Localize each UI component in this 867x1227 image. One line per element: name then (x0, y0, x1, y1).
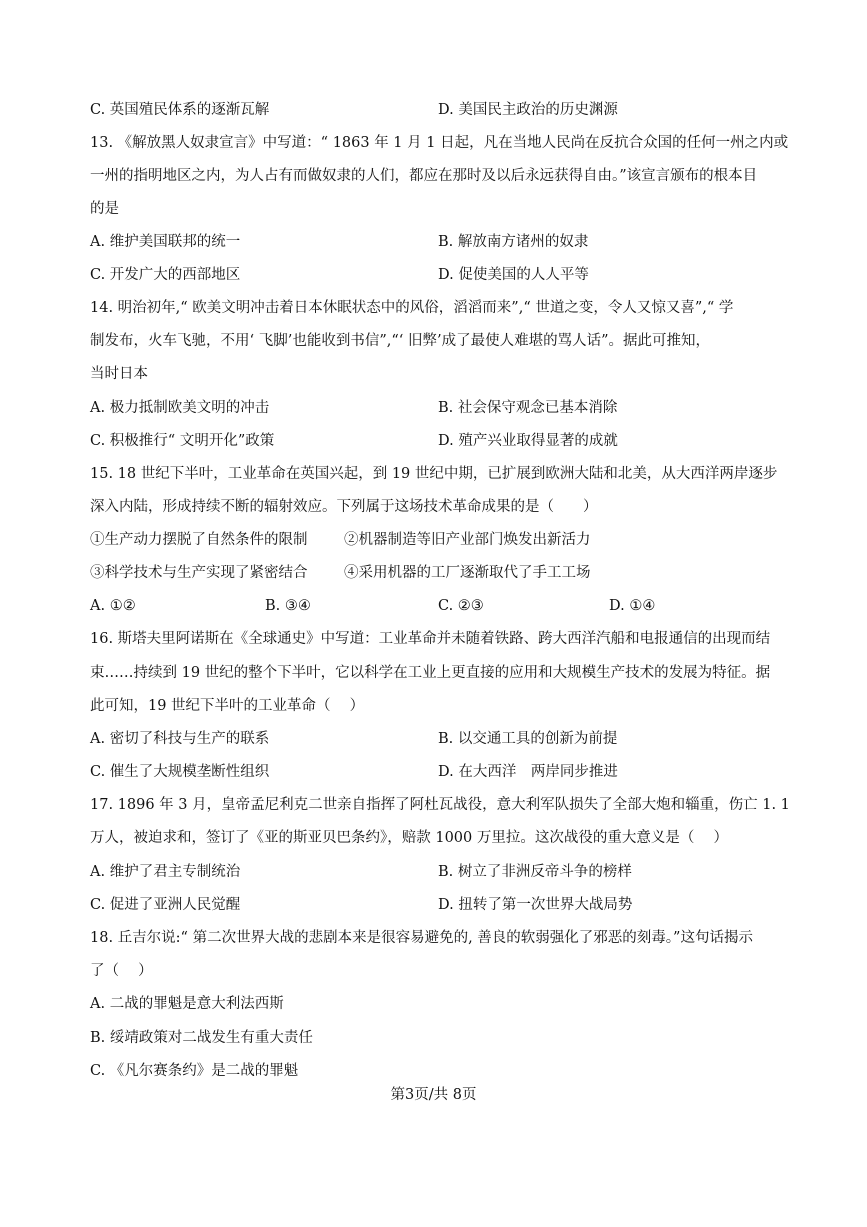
q15-stem-line-2: 深入内陆，形成持续不断的辐射效应。下列属于这场技术革命成果的是（ ） (90, 499, 598, 515)
q13-stem-line-3: 的是 (90, 201, 119, 217)
q18-option-c: C. 《凡尔赛条约》是二战的罪魁 (90, 1063, 299, 1079)
q13-option-b: B. 解放南方诸州的奴隶 (438, 234, 589, 250)
q17-option-d: D. 扭转了第一次世界大战局势 (438, 897, 633, 913)
q15-stem-line-1: 15. 18 世纪下半叶，工业革命在英国兴起，到 19 世纪中期，已扩展到欧洲大陆和北美，从大西洋两岸逐步 (90, 466, 778, 482)
q14-stem-line-2: 制发布，火车飞驰，不用‘ 飞脚’也能收到书信”,“‘ 旧弊’成了最使人难堪的骂人话”。据此可推知， (90, 333, 710, 349)
q15-item-3: ③科学技术与生产实现了紧密结合 (90, 565, 308, 581)
q17-option-b: B. 树立了非洲反帝斗争的榜样 (438, 864, 632, 880)
q17-option-a: A. 维护了君主专制统治 (90, 864, 241, 880)
q12-option-d: D. 美国民主政治的历史渊源 (438, 102, 618, 118)
q13-option-d: D. 促使美国的人人平等 (438, 267, 589, 283)
q17-stem-line-1: 17. 1896 年 3 月，皇帝孟尼利克二世亲自指挥了阿杜瓦战役，意大利军队损失了全部大炮和辎重，伤亡 1. 1 (90, 797, 790, 813)
q13-stem-line-2: 一州的指明地区之内，为人占有而做奴隶的人们，都应在那时及以后永远获得自由。”该宣言颁布的根本目 (90, 168, 758, 184)
q16-stem-line-3: 此可知，19 世纪下半叶的工业革命（ ） (90, 698, 365, 714)
q17-option-c: C. 促进了亚洲人民觉醒 (90, 897, 241, 913)
q15-option-d: D. ①④ (609, 598, 656, 614)
q15-option-c: C. ②③ (438, 598, 484, 614)
q14-stem-line-1: 14. 明治初年,“ 欧美文明冲击着日本休眠状态中的风俗，滔滔而来”,“ 世道之变，令人又惊又喜”,“ 学 (90, 300, 734, 316)
q16-option-b: B. 以交通工具的创新为前提 (438, 731, 618, 747)
q15-option-a: A. ①② (90, 598, 136, 614)
q13-stem-line-1: 13. 《解放黑人奴隶宣言》中写道：“ 1863 年 1 月 1 日起，凡在当地人民尚在反抗合众国的任何一州之内或 (90, 135, 789, 151)
q15-item-1: ①生产动力摆脱了自然条件的限制 (90, 532, 308, 548)
q18-stem-line-2: 了（ ） (90, 963, 153, 979)
q18-option-a: A. 二战的罪魁是意大利法西斯 (90, 996, 284, 1012)
q18-option-b: B. 绥靖政策对二战发生有重大责任 (90, 1030, 313, 1046)
q16-option-d: D. 在大西洋 两岸同步推进 (438, 764, 618, 780)
q14-option-c: C. 积极推行“ 文明开化”政策 (90, 433, 275, 449)
q14-option-d: D. 殖产兴业取得显著的成就 (438, 433, 618, 449)
q15-option-b: B. ③④ (265, 598, 311, 614)
q14-option-a: A. 极力抵制欧美文明的冲击 (90, 400, 270, 416)
q15-item-4: ④采用机器的工厂逐渐取代了手工工场 (344, 565, 591, 581)
q13-option-c: C. 开发广大的西部地区 (90, 267, 241, 283)
q12-option-c: C. 英国殖民体系的逐渐瓦解 (90, 102, 270, 118)
q16-option-a: A. 密切了科技与生产的联系 (90, 731, 270, 747)
q14-option-b: B. 社会保守观念已基本消除 (438, 400, 618, 416)
q17-stem-line-2: 万人，被迫求和，签订了《亚的斯亚贝巴条约》，赔款 1000 万里拉。这次战役的重大意义是（ ） (90, 830, 728, 846)
q18-stem-line-1: 18. 丘吉尔说:“ 第二次世界大战的悲剧本来是很容易避免的, 善良的软弱强化了邪恶的刻毒。”这句话揭示 (90, 930, 753, 946)
q16-stem-line-1: 16. 斯塔夫里阿诺斯在《全球通史》中写道：工业革命并未随着铁路、跨大西洋汽船和电报通信的出现而结 (90, 631, 771, 647)
q15-item-2: ②机器制造等旧产业部门焕发出新活力 (344, 532, 591, 548)
q14-stem-line-3: 当时日本 (90, 366, 148, 382)
q16-stem-line-2: 束……持续到 19 世纪的整个下半叶，它以科学在工业上更直接的应用和大规模生产技术的发展为特征。据 (90, 665, 771, 681)
q13-option-a: A. 维护美国联邦的统一 (90, 234, 241, 250)
page-number: 第3页/共 8页 (390, 1087, 477, 1103)
q16-option-c: C. 催生了大规模垄断性组织 (90, 764, 270, 780)
